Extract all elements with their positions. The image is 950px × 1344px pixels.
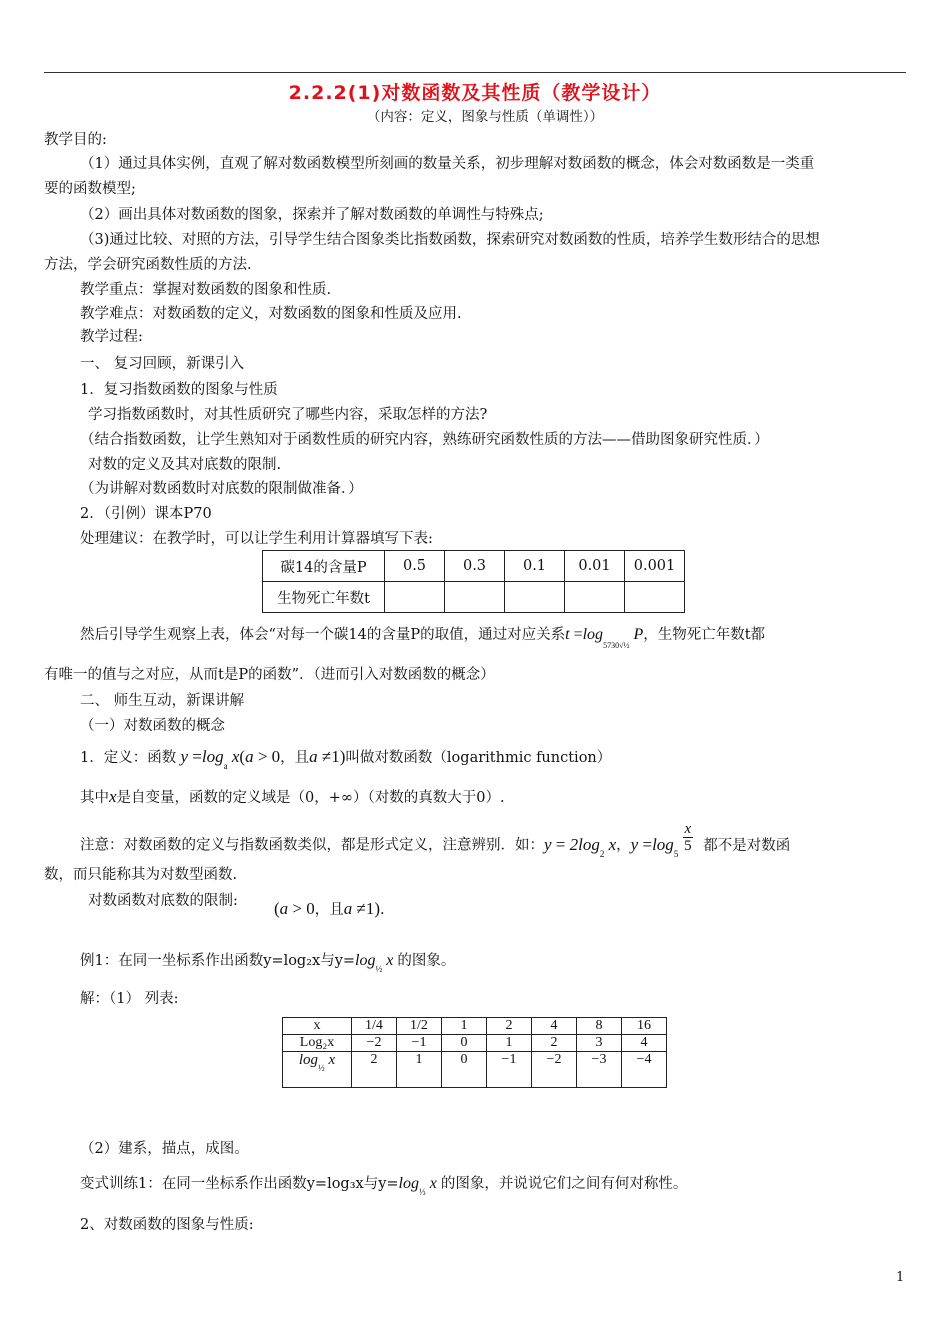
example-1-text: 例1：在同一坐标系作出函数y=log₂x与y= — [80, 953, 356, 969]
table-cell: 2 — [352, 1052, 397, 1088]
table-cell: 3 — [577, 1035, 622, 1052]
base-limit-formula: (a > 0，且a ≠1). — [274, 899, 385, 918]
table-cell: 1 — [487, 1035, 532, 1052]
table-row-label-log-half: $\log_{\frac{1}{2}} x$ — [283, 1052, 352, 1088]
table-cell: 4 — [532, 1018, 577, 1035]
question-1: 学习指数函数时，对其性质研究了哪些内容，采取怎样的方法? — [88, 407, 488, 423]
fraction-x-over-5: $\frac{x}{5}$ — [684, 821, 692, 854]
table-cell: 16 — [622, 1018, 667, 1035]
question-2: 对数的定义及其对底数的限制. — [88, 457, 282, 473]
table-cell: 0.001 — [625, 551, 685, 582]
var-x: x — [109, 787, 117, 806]
table-cell — [505, 582, 565, 613]
page-subtitle: （内容：定义，图象与性质（单调性）） — [366, 109, 604, 125]
log-values-table — [282, 1017, 667, 1088]
definition-tail: 叫做对数函数（logarithmic function） — [345, 750, 612, 766]
process-heading: 教学过程: — [80, 329, 143, 345]
note-line: 注意：对数函数的定义与指数函数类似，都是形式定义，注意辨别．如：$y = 2\log_2$ x，$y =\log_5$ $\frac{x}{5}$ 都不是对数函 — [80, 821, 791, 859]
definition-and: ，且 — [280, 750, 310, 766]
table-cell: 8 — [577, 1018, 622, 1035]
goal-1b: 要的函数模型; — [44, 181, 136, 197]
goal-1a: （1）通过具体实例，直观了解对数函数模型所刻画的数量关系，初步理解对数函数的概念，体会对数函数是一类重 — [80, 156, 815, 172]
formula-log-def: $y =\log_a$ x(a > 0 — [176, 747, 281, 771]
table-cell: 0.1 — [505, 551, 565, 582]
observe-text-post: ，生物死亡年数t都 — [643, 627, 766, 643]
table-cell: −2 — [352, 1035, 397, 1052]
table-row-label: Log₂x — [283, 1035, 352, 1052]
variant-training-1 — [80, 1175, 688, 1197]
carbon-row-label: 碳14的含量P — [263, 551, 385, 582]
table-cell: 0 — [442, 1035, 487, 1052]
observe-line-2: 有唯一的值与之对应，从而t是P的函数”．（进而引入对数函数的概念） — [44, 667, 495, 683]
table-cell: 1 — [442, 1018, 487, 1035]
definition-label: 1．定义：函数 — [80, 750, 177, 766]
years-row-label: 生物死亡年数t — [263, 582, 385, 613]
section-2-1: （一）对数函数的概念 — [80, 718, 225, 734]
table-cell: −4 — [622, 1052, 667, 1088]
table-cell: 2 — [532, 1035, 577, 1052]
key-point: 教学重点：掌握对数函数的图象和性质. — [80, 282, 332, 298]
goal-2: （2）画出具体对数函数的图象，探索并了解对数函数的单调性与特殊点; — [80, 207, 544, 223]
question-2-note: （为讲解对数函数时对底数的限制做准备．） — [80, 481, 363, 497]
suggestion: 处理建议：在教学时，可以让学生利用计算器填写下表: — [80, 531, 433, 547]
observe-text: 然后引导学生观察上表，体会“对每一个碳14的含量P的取值，通过对应关系 — [80, 627, 566, 643]
formula-log-third-x: $\log_{\frac{1}{3}} x$ — [398, 1175, 437, 1197]
table-header: x — [283, 1018, 352, 1035]
variant-text: 变式训练1：在同一坐标系作出函数y=log₃x与y= — [80, 1176, 399, 1192]
table-cell — [445, 582, 505, 613]
table-cell: 1/4 — [352, 1018, 397, 1035]
goal-3a: （3)通过比较、对照的方法，引导学生结合图象类比指数函数，探索研究对数函数的性质，培养学生数形结合的思想 — [80, 232, 820, 248]
table-cell: 0 — [442, 1052, 487, 1088]
note-text: 注意：对数函数的定义与指数函数类似，都是形式定义，注意辨别．如： — [80, 837, 544, 854]
table-cell — [385, 582, 445, 613]
header-rule — [44, 72, 906, 73]
solution-label: 解：（1） 列表: — [80, 991, 179, 1007]
note-text-post: 都不是对数函 — [703, 837, 791, 854]
section-2-heading: 二、 师生互动，新课讲解 — [80, 693, 245, 709]
table-cell: 2 — [487, 1018, 532, 1035]
table-cell: −1 — [487, 1052, 532, 1088]
goal-heading: 教学目的: — [44, 132, 107, 148]
table-cell: 1/2 — [397, 1018, 442, 1035]
section-1-heading: 一、 复习回顾，新课引入 — [80, 356, 245, 372]
formula-a-neq-1: a ≠1) — [309, 747, 346, 766]
question-1-note: （结合指数函数，让学生熟知对于函数性质的研究内容，熟练研究函数性质的方法——借助图象研究性质．） — [80, 432, 769, 448]
domain-text-post: 是自变量，函数的定义域是（0，+∞）（对数的真数大于0）. — [116, 790, 505, 806]
section-1-1: 1．复习指数函数的图象与性质 — [80, 382, 278, 398]
formula-log-half-x: $\log_{\frac{1}{2}} x$ — [355, 952, 394, 974]
page-title: 2.2.2(1)对数函数及其性质（教学设计） — [288, 82, 662, 104]
table-cell: −2 — [532, 1052, 577, 1088]
table-cell: 0.5 — [385, 551, 445, 582]
difficulty: 教学难点：对数函数的定义，对数函数的图象和性质及应用. — [80, 306, 462, 322]
formula-t-log: $t =\log_{5730√\frac{1}{2}}$ P — [565, 626, 644, 650]
table-cell: 1 — [397, 1052, 442, 1088]
domain-text-pre: 其中 — [80, 790, 109, 806]
goal-3b: 方法，学会研究函数性质的方法. — [44, 257, 252, 273]
page-number: 1 — [896, 1270, 905, 1285]
observe-line — [80, 626, 766, 650]
table-cell: 0.01 — [565, 551, 625, 582]
carbon-table — [262, 550, 685, 613]
table-cell: 4 — [622, 1035, 667, 1052]
section-2-2: 2、对数函数的图象与性质: — [80, 1217, 254, 1233]
step-2: （2）建系，描点，成图。 — [80, 1141, 249, 1157]
formula-2log2x: $y = 2\log_2$ x — [544, 834, 617, 859]
table-cell: 0.3 — [445, 551, 505, 582]
definition-line — [80, 747, 612, 771]
example-1-tail: 的图象。 — [397, 953, 456, 969]
table-cell — [625, 582, 685, 613]
table-cell: −1 — [397, 1035, 442, 1052]
note-line-2: 数，而只能称其为对数型函数. — [44, 867, 238, 883]
formula-log5-x-over-5: $y =\log_5$ — [630, 834, 679, 859]
table-cell: −3 — [577, 1052, 622, 1088]
table-cell — [565, 582, 625, 613]
variant-tail: 的图象，并说说它们之间有何对称性。 — [440, 1176, 688, 1192]
section-1-2: 2．（引例）课本P70 — [80, 506, 212, 522]
domain-line — [80, 788, 505, 807]
example-1 — [80, 952, 456, 974]
base-limit-label: 对数函数对底数的限制: — [88, 893, 238, 909]
